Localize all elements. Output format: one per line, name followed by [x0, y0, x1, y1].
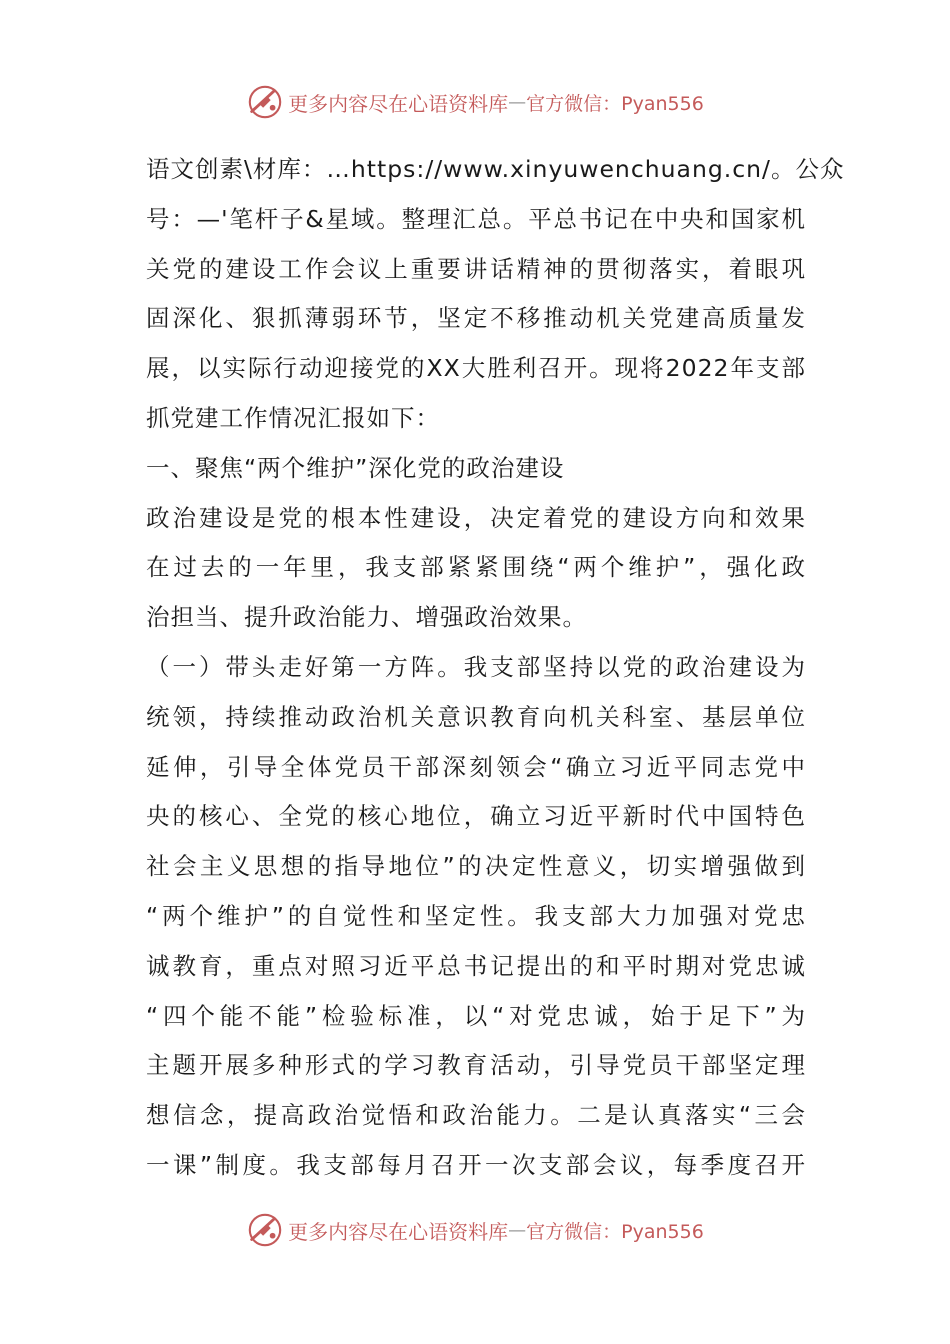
text-line: 一课”制度。我支部每月召开一次支部会议，每季度召开 — [146, 1150, 806, 1179]
section-heading: 一、聚焦“两个维护”深化党的政治建设 — [146, 453, 565, 482]
text-line: （一）带头走好第一方阵。我支部坚持以党的政治建设为 — [146, 652, 806, 681]
text-line: 展，以实际行动迎接党的XX大胜利召开。现将2022年支部 — [146, 354, 806, 383]
text-line: 统领，持续推动政治机关意识教育向机关科室、基层单位 — [146, 702, 806, 731]
text-line: 抓党建工作情况汇报如下： — [146, 403, 440, 432]
text-line: 社会主义思想的指导地位”的决定性意义，切实增强做到 — [146, 852, 806, 881]
text-line: 语文创素\材库：…https://www.xinyuwenchuang.cn/。公众 — [146, 155, 845, 183]
banner-separator: — — [508, 91, 527, 113]
text-line: “四个能不能”检验标准，以“对党忠诚，始于足下”为 — [146, 1001, 806, 1030]
banner-separator: — — [508, 1219, 527, 1241]
text-line: 治担当、提升政治能力、增强政治效果。 — [146, 603, 587, 632]
pen-logo-icon — [246, 83, 284, 121]
banner-brand: 更多内容尽在心语资料库 — [288, 91, 509, 116]
text-line: 号：—'笔杆子&星域。整理汇总。平总书记在中央和国家机 — [146, 204, 806, 233]
text-line: 诚教育，重点对照习近平总书记提出的和平时期对党忠诚 — [146, 951, 806, 980]
text-line: 想信念，提高政治觉悟和政治能力。二是认真落实“三会 — [146, 1101, 806, 1130]
document-body — [146, 145, 845, 1191]
text-line: “两个维护”的自觉性和坚定性。我支部大力加强对党忠 — [146, 901, 806, 930]
banner-contact: 官方微信：Pyan556 — [526, 92, 704, 115]
text-line: 主题开展多种形式的学习教育活动，引导党员干部坚定理 — [146, 1051, 806, 1080]
header-banner — [0, 80, 950, 124]
banner-contact: 官方微信：Pyan556 — [526, 1220, 704, 1243]
pen-logo-icon — [246, 1211, 284, 1249]
text-line: 关党的建设工作会议上重要讲话精神的贯彻落实，着眼巩 — [146, 254, 806, 283]
footer-banner — [0, 1208, 950, 1252]
text-line: 央的核心、全党的核心地位，确立习近平新时代中国特色 — [146, 802, 806, 831]
text-line: 固深化、狠抓薄弱环节，坚定不移推动机关党建高质量发 — [146, 304, 806, 333]
text-line: 政治建设是党的根本性建设，决定着党的建设方向和效果 — [146, 503, 806, 532]
text-line: 延伸，引导全体党员干部深刻领会“确立习近平同志党中 — [146, 752, 806, 781]
banner-brand: 更多内容尽在心语资料库 — [288, 1219, 509, 1244]
text-line: 在过去的一年里，我支部紧紧围绕“两个维护”，强化政 — [146, 553, 806, 582]
